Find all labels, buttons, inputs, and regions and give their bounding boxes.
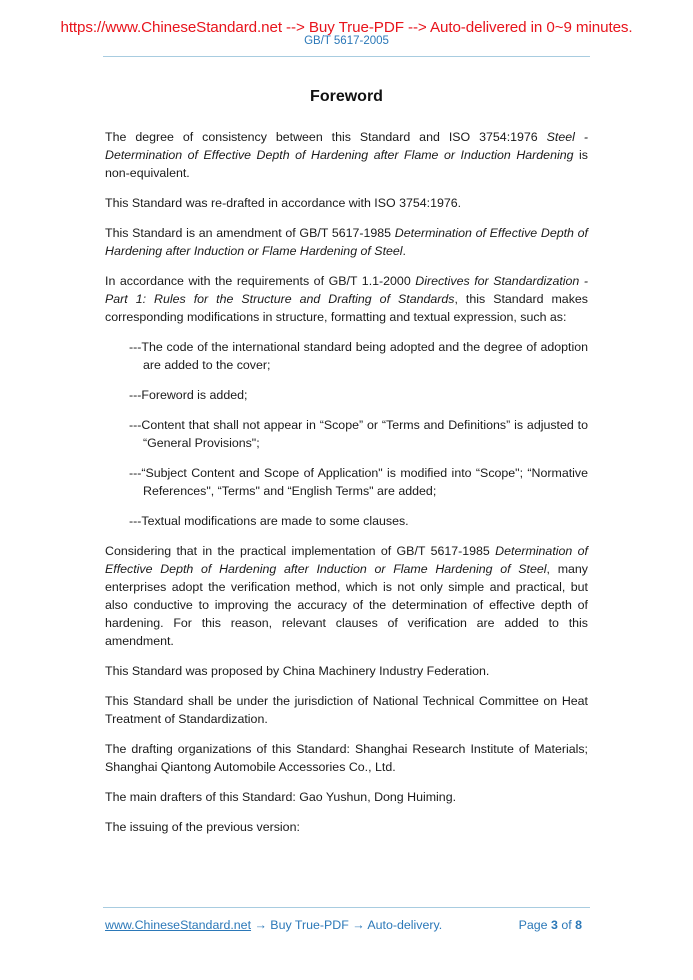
website-link[interactable]: www.ChineseStandard.net	[105, 918, 252, 932]
total-pages: 8	[575, 918, 582, 932]
document-body	[105, 128, 588, 848]
current-page: 3	[550, 918, 558, 932]
list-item: ---“Subject Content and Scope of Application" is modified into “Scope"; “Normative References", “Terms" and “English Terms" are added;	[129, 466, 588, 498]
paragraph-consistency: The degree of consistency between this Standard and ISO 3754:1976 Steel - Determination of Effective Depth of Hardening after Flame or Induction Hardening is non-equivalent.	[105, 130, 589, 180]
list-item: ---The code of the international standard being adopted and the degree of adoption are added to the cover;	[129, 340, 588, 372]
paragraph-amendment: This Standard is an amendment of GB/T 5617-1985 Determination of Effective Depth of Hardening after Induction or Flame Hardening of Steel.	[105, 226, 588, 258]
list-item: ---Content that shall not appear in “Scope” or “Terms and Definitions” is adjusted to “General Provisions";	[129, 418, 588, 450]
page-indicator: Page 3 of 8	[518, 918, 582, 932]
page-title: Foreword	[310, 88, 383, 105]
page-footer	[105, 918, 588, 932]
iso-title: Steel - Determination of Effective Depth of Hardening after Flame or Induction Hardening	[105, 130, 589, 162]
promo-banner[interactable]: https://www.ChineseStandard.net --> Buy True-PDF --> Auto-delivered in 0~9 minutes.	[60, 19, 633, 36]
paragraph-redrafted: This Standard was re-drafted in accordance with ISO 3754:1976.	[105, 196, 462, 210]
footer-divider	[103, 907, 590, 908]
gbt-title: Determination of Effective Depth of Hardening after Induction or Flame Hardening of Steel	[105, 226, 588, 258]
document-code: GB/T 5617-2005	[304, 35, 389, 47]
directives-title: Directives for Standardization - Part 1: Rules for the Structure and Drafting of Standards	[105, 274, 588, 306]
paragraph-proposed: This Standard was proposed by China Machinery Industry Federation.	[105, 664, 490, 678]
list-item: ---Textual modifications are made to some clauses.	[129, 514, 409, 528]
paragraph-jurisdiction: This Standard shall be under the jurisdiction of National Technical Committee on Heat Treatment of Standardization.	[105, 694, 588, 726]
paragraph-previous-version: The issuing of the previous version:	[105, 820, 300, 834]
header-divider	[103, 56, 590, 57]
list-item: ---Foreword is added;	[129, 388, 248, 402]
gbt-title: Determination of Effective Depth of Hardening after Induction or Flame Hardening of Steel	[105, 544, 588, 576]
paragraph-drafting-orgs: The drafting organizations of this Standard: Shanghai Research Institute of Materials; Shanghai Qiantong Automobile Accessories Co., Ltd.	[105, 742, 588, 774]
paragraph-verification: Considering that in the practical implementation of GB/T 5617-1985 Determination of Effective Depth of Hardening after Induction or Flame Hardening of Steel, many enterprises adopt the verification method, which is not only simple and practical, but also conductive to improving the accuracy of the determination of effective depth of hardening. For this reason, relevant clauses of verification are added to this amendment.	[105, 544, 588, 648]
paragraph-requirements: In accordance with the requirements of GB/T 1.1-2000 Directives for Standardization - Part 1: Rules for the Structure and Drafting of Standards, this Standard makes corresponding modifications in structure, formatting and textual expression, such as:	[105, 274, 588, 324]
footer-tagline: → Buy True-PDF → Auto-delivery.	[251, 918, 443, 932]
paragraph-drafters: The main drafters of this Standard: Gao Yushun, Dong Huiming.	[105, 790, 457, 804]
